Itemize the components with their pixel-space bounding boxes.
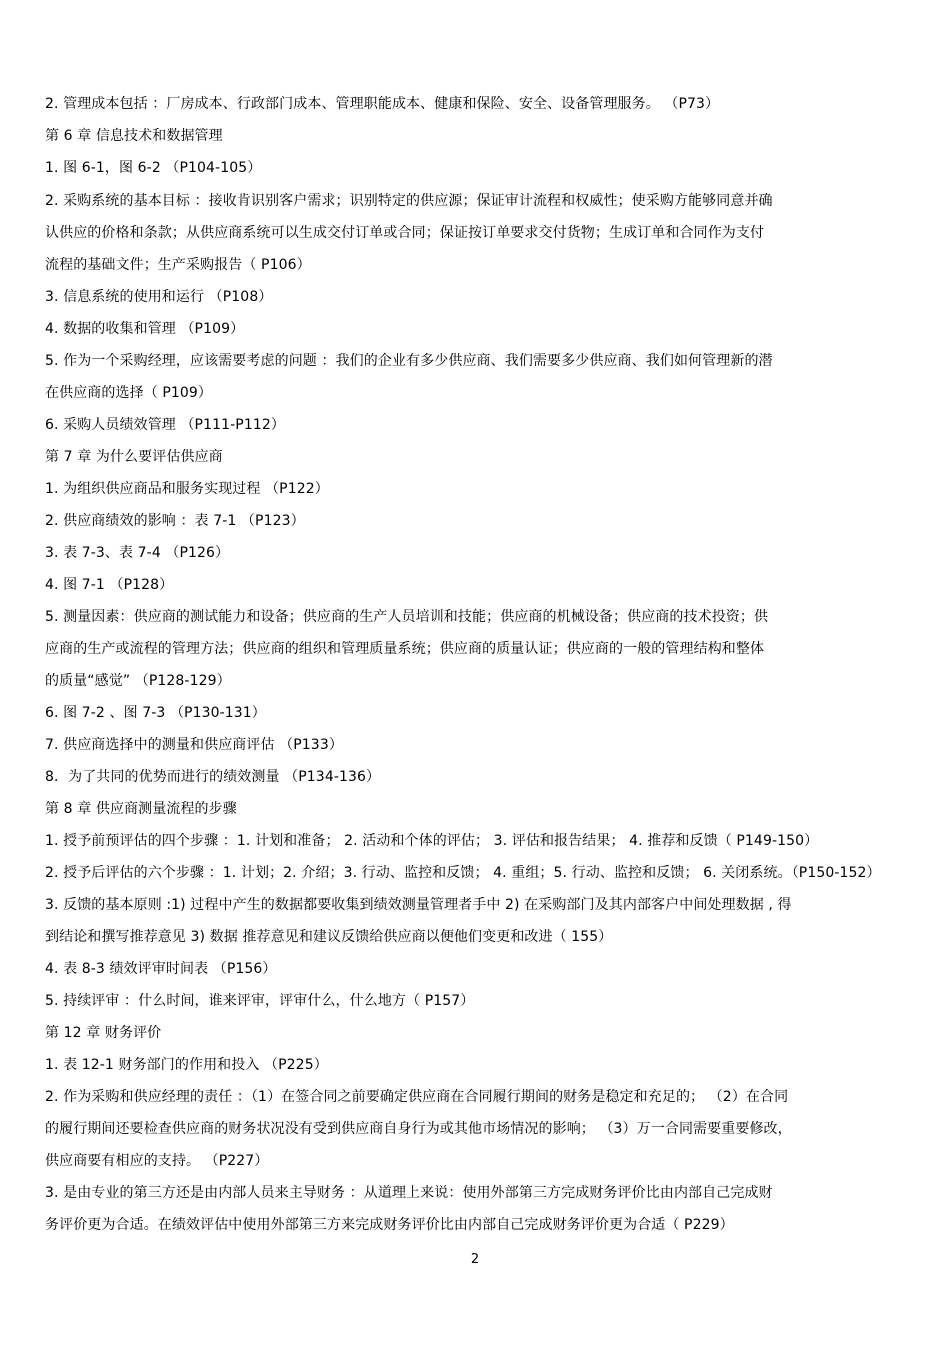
page-number: 2 [470, 1252, 480, 1267]
chapter-heading: 第 7 章 为什么要评估供应商 [45, 449, 223, 465]
text-line: 4. 图 7-1 （P128） [45, 577, 174, 593]
text-line: 到结论和撰写推荐意见 3) 数据 推荐意见和建议反馈给供应商以便他们变更和改进（ 155） [45, 929, 613, 945]
text-line: 2. 供应商绩效的影响 ：表 7-1 （P123） [45, 513, 305, 529]
text-line: 务评价更为合适。在绩效评估中使用外部第三方来完成财务评价比由内部自己完成财务评价更为合适（ P229） [45, 1217, 734, 1233]
text-line: 6. 采购人员绩效管理 （P111-P112） [45, 417, 285, 433]
text-line: 5. 持续评审 ：什么时间，谁来评审，评审什么，什么地方（ P157） [45, 993, 475, 1009]
text-line: 1. 授予前预评估的四个步骤 ：1. 计划和准备； 2. 活动和个体的评估； 3. 评估和报告结果； 4. 推荐和反馈（ P149-150） [45, 833, 819, 849]
text-line: 3. 表 7-3、表 7-4 （P126） [45, 545, 230, 561]
text-line: 2. 作为采购和供应经理的责任 ：（1）在签合同之前要确定供应商在合同履行期间的财务是稳定和充足的； （2）在合同 [45, 1089, 789, 1105]
text-line: 5. 作为一个采购经理，应该需要考虑的问题 ：我们的企业有多少供应商、我们需要多少供应商、我们如何管理新的潜 [45, 353, 773, 369]
text-line: 3. 信息系统的使用和运行 （P108） [45, 289, 273, 305]
text-line: 1. 为组织供应商品和服务实现过程 （P122） [45, 481, 329, 497]
text-line: 的质量“感觉” （P128-129） [45, 673, 231, 689]
chapter-heading: 第 8 章 供应商测量流程的步骤 [45, 801, 237, 817]
text-line: 1. 表 12-1 财务部门的作用和投入 （P225） [45, 1057, 328, 1073]
text-line: 供应商要有相应的支持。 （P227） [45, 1153, 269, 1169]
text-line: 7. 供应商选择中的测量和供应商评估 （P133） [45, 737, 343, 753]
text-line: 的履行期间还要检查供应商的财务状况没有受到供应商自身行为或其他市场情况的影响； （3）万一合同需要重要修改， [45, 1121, 792, 1137]
text-line: 3. 反馈的基本原则 :1) 过程中产生的数据都要收集到绩效测量管理者手中 2) 在采购部门及其内部客户中间处理数据 , 得 [45, 897, 792, 913]
text-line: 2. 授予后评估的六个步骤 ：1. 计划；2. 介绍；3. 行动、监控和反馈； 4. 重组；5. 行动、监控和反馈； 6. 关闭系统。（P150-152） [45, 865, 881, 881]
text-line: 应商的生产或流程的管理方法；供应商的组织和管理质量系统；供应商的质量认证；供应商的一般的管理结构和整体 [45, 641, 765, 657]
chapter-heading: 第 12 章 财务评价 [45, 1025, 162, 1041]
chapter-heading: 第 6 章 信息技术和数据管理 [45, 128, 223, 144]
text-line: 认供应的价格和条款；从供应商系统可以生成交付订单或合同；保证按订单要求交付货物；生成订单和合同作为支付 [45, 225, 765, 241]
text-line: 1. 图 6-1，图 6-2 （P104-105） [45, 160, 262, 176]
text-line: 4. 数据的收集和管理 （P109） [45, 321, 245, 337]
text-line: 在供应商的选择（ P109） [45, 385, 213, 401]
text-line: 3. 是由专业的第三方还是由内部人员来主导财务 ：从道理上来说：使用外部第三方完成财务评价比由内部自己完成财 [45, 1185, 773, 1201]
text-line: 2. 采购系统的基本目标 ：接收肯识别客户需求；识别特定的供应源；保证审计流程和权威性；使采购方能够同意并确 [45, 193, 773, 209]
text-line: 5. 测量因素：供应商的测试能力和设备；供应商的生产人员培训和技能；供应商的机械设备；供应商的技术投资；供 [45, 609, 769, 625]
text-line: 6. 图 7-2 、图 7-3 （P130-131） [45, 705, 266, 721]
text-line: 流程的基础文件；生产采购报告（ P106） [45, 257, 311, 273]
text-line: 4. 表 8-3 绩效评审时间表 （P156） [45, 961, 277, 977]
text-line: 2. 管理成本包括 ：厂房成本、行政部门成本、管理职能成本、健康和保险、安全、设备管理服务。 （P73） [45, 96, 720, 112]
text-line: 8．为了共同的优势而进行的绩效测量 （P134-136） [45, 769, 381, 785]
